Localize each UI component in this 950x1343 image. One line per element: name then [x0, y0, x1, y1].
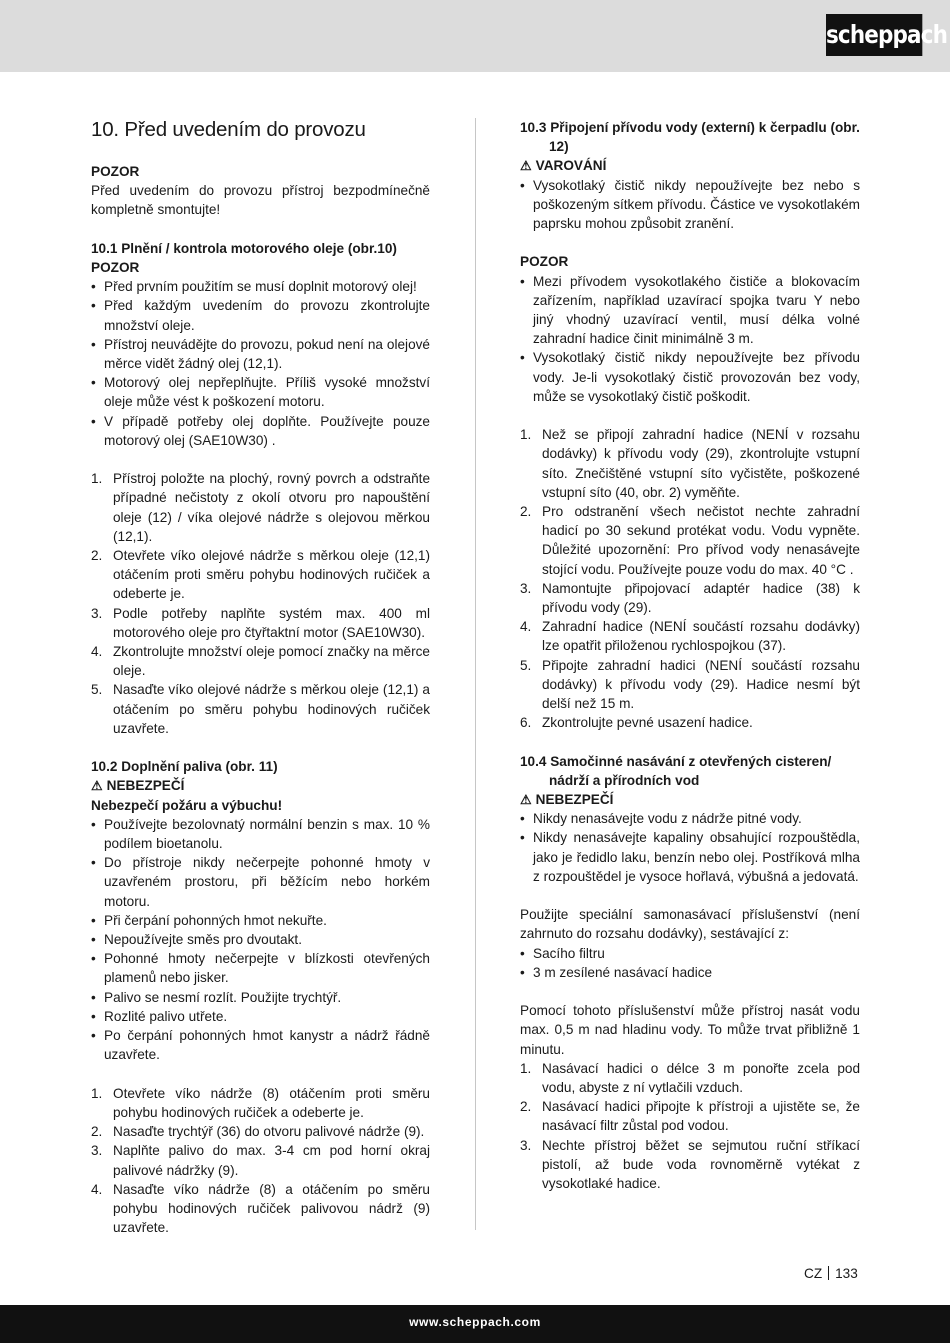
- list-item: • Nikdy nenasávejte vodu z nádrže pitné vody.: [520, 809, 860, 828]
- pozor-label: POZOR: [520, 254, 569, 270]
- list-item: 3. Namontujte připojovací adaptér hadice (38) k přívodu vody (29).: [520, 580, 860, 616]
- section-10-1-bullets: [91, 277, 430, 450]
- warning-triangle-icon: ⚠: [91, 778, 103, 794]
- list-item: 2. Nasávací hadici připojte k přístroji a ujistěte se, že nasávací filtr zůstal pod vodou.: [520, 1099, 860, 1134]
- list-item: 5. Nasaďte víko olejové nádrže s měrkou oleje (12,1) a otáčením po směru pohybu hodinových ručiček uzavřete.: [91, 682, 430, 736]
- list-item: 2. Otevřete víko olejové nádrže s měrkou oleje (12,1) otáčením proti směru pohybu hodinových ručiček a odeberte je.: [91, 548, 430, 602]
- section-10-1-steps: [91, 469, 430, 738]
- list-item: 6. Zkontrolujte pevné usazení hadice.: [520, 715, 753, 731]
- danger-label: ⚠ NEBEZPEČÍ: [520, 790, 860, 809]
- list-item: • Používejte bezolovnatý normální benzin s max. 10 % podílem bioetanolu.: [91, 815, 430, 853]
- section-10-3-pozor-bullets: [520, 272, 860, 406]
- list-item: • 3 m zesílené nasávací hadice: [520, 963, 860, 982]
- list-item: • Vysokotlaký čistič nikdy nepoužívejte bez přívodu vody. Je-li vysokotlaký čistič provozován bez vody, může se vysokotlaký čistič poškodit.: [520, 348, 860, 406]
- page-number: [804, 1265, 858, 1283]
- list-item: 4. Zahradní hadice (NENÍ součástí rozsahu dodávky) lze opatřit přiloženou rychlospojkou (37).: [520, 619, 860, 654]
- list-item: 4. Nasaďte víko nádrže (8) a otáčením po směru pohybu hodinových ručiček palivovou nádrž (9) uzavřete.: [91, 1181, 430, 1236]
- footer-url: www.scheppach.com: [409, 1315, 541, 1329]
- list-item: • Před každým uvedením do provozu zkontrolujte množství oleje.: [91, 296, 430, 334]
- section-10-4-bullets: [520, 809, 860, 886]
- column-divider: [475, 118, 476, 1230]
- list-item: 4. Zkontrolujte množství oleje pomocí značky na měrce oleje.: [91, 644, 430, 679]
- scheppach-logo: scheppach: [826, 14, 922, 56]
- section-10-3-title: 10.3 Připojení přívodu vody (externí) k čerpadlu (obr. 12): [520, 120, 860, 155]
- right-column: [520, 118, 860, 1193]
- list-item: • Vysokotlaký čistič nikdy nepoužívejte bez nebo s poškozeným sítkem přívodu. Částice ve vysokotlakém paprsku mohou způsobit zranění.: [520, 176, 860, 234]
- list-item: • Mezi přívodem vysokotlakého čističe a blokovacím zařízením, například uzavírací spojka tvaru Y nebo jiný vhodný uzavírací ventil, musí délka volné zahradní hadice činit minimálně 3 m.: [520, 272, 860, 349]
- accessory-list: [520, 944, 860, 982]
- intro-text: Před uvedením do provozu přístroj bezpodmínečně kompletně smontujte!: [91, 183, 430, 218]
- list-item: 5. Připojte zahradní hadici (NENÍ součástí rozsahu dodávky) k přívodu vody (29). Hadice nesmí být delší než 15 m.: [520, 657, 860, 712]
- section-10-1-pozor: POZOR: [91, 260, 140, 275]
- warning-triangle-icon: ⚠: [520, 792, 532, 808]
- accessory-note: Pomocí tohoto příslušenství může přístroj nasát vodu max. 0,5 m nad hladinu vody. To může trvat přibližně 1 minutu.: [520, 1003, 860, 1057]
- list-item: • Motorový olej nepřeplňujte. Příliš vysoké množství oleje může vést k poškození motoru.: [91, 373, 430, 411]
- list-item: • Před prvním použitím se musí doplnit motorový olej!: [91, 277, 430, 296]
- list-item: • Pohonné hmoty nečerpejte v blízkosti otevřených plamenů nebo jisker.: [91, 949, 430, 987]
- section-title: 10. Před uvedením do provozu: [91, 118, 366, 141]
- section-10-4-title: 10.4 Samočinné nasávání z otevřených cisteren/ nádrží a přírodních vod: [520, 753, 832, 788]
- list-item: 1. Otevřete víko nádrže (8) otáčením proti směru pohybu hodinových ručiček a odeberte je.: [91, 1085, 430, 1120]
- section-10-3-warning-bullets: [520, 176, 860, 234]
- list-item: 1. Než se připojí zahradní hadice (NENÍ v rozsahu dodávky) k přívodu vody (29), zkontrolujte vstupní síto. Znečištěné vstupní síto vyčistěte, poškozené vstupní síto (40, obr. 2) vyměňte.: [520, 427, 860, 500]
- list-item: • Přístroj neuvádějte do provozu, pokud není na olejové měrce vidět žádný olej (12,1).: [91, 335, 430, 373]
- danger-label: ⚠ NEBEZPEČÍ: [91, 776, 430, 795]
- section-10-2-bullets: [91, 815, 430, 1065]
- left-column: [91, 118, 430, 1237]
- footer-bar: [0, 1305, 950, 1343]
- list-item: • Do přístroje nikdy nečerpejte pohonné hmoty v uzavřeném prostoru, při běžícím nebo horkém motoru.: [91, 853, 430, 911]
- list-item: • Rozlité palivo utřete.: [91, 1007, 430, 1026]
- page-number-value: 133: [835, 1266, 858, 1281]
- section-10-4-steps: [520, 1059, 860, 1193]
- section-10-3-steps: [520, 425, 860, 732]
- list-item: 3. Podle potřeby naplňte systém max. 400 ml motorového oleje pro čtyřtaktní motor (SAE10W30).: [91, 605, 430, 640]
- page-separator: [828, 1266, 829, 1280]
- list-item: 1. Nasávací hadici o délce 3 m ponořte zcela pod vodu, abyste z ní vytlačili vzduch.: [520, 1060, 860, 1096]
- section-10-2-steps: [91, 1084, 430, 1238]
- list-item: • Nikdy nenasávejte kapaliny obsahující rozpouštědla, jako je ředidlo laku, benzín nebo olej. Postříková mlha z rozpouštědel je vysoce hořlavá, výbušná a jedovatá.: [520, 828, 860, 886]
- warning-label: ⚠ VAROVÁNÍ: [520, 156, 860, 175]
- section-10-2-title: 10.2 Doplnění paliva (obr. 11): [91, 759, 278, 775]
- list-item: 1. Přístroj položte na plochý, rovný povrch a odstraňte případné nečistoty z okolí otvoru pro napouštění oleje (12) / víka olejové nádrže s olejovou měrkou (12,1).: [91, 471, 430, 544]
- list-item: • Sacího filtru: [520, 944, 860, 963]
- list-item: • V případě potřeby olej doplňte. Používejte pouze motorový olej (SAE10W30) .: [91, 412, 430, 450]
- list-item: • Při čerpání pohonných hmot nekuřte.: [91, 911, 430, 930]
- list-item: 2. Pro odstranění všech nečistot nechte zahradní hadicí po 30 sekund protékat vodu. Vodu vypněte. Důležité upozornění: Pro přívod vody nenasávejte stojící vodu. Používejte pouze vodu do max. 40 °C .: [520, 504, 860, 577]
- section-10-1-title: 10.1 Plnění / kontrola motorového oleje (obr.10): [91, 240, 397, 256]
- accessory-intro: Použijte speciální samonasávací příslušenství (není zahrnuto do rozsahu dodávky), sestávající z:: [520, 907, 860, 942]
- list-item: • Nepoužívejte směs pro dvoutakt.: [91, 930, 430, 949]
- list-item: • Po čerpání pohonných hmot kanystr a nádrž řádně uzavřete.: [91, 1026, 430, 1064]
- list-item: 2. Nasaďte trychtýř (36) do otvoru palivové nádrže (9).: [91, 1124, 425, 1140]
- list-item: 3. Naplňte palivo do max. 3-4 cm pod horní okraj palivové nádržky (9).: [91, 1143, 430, 1178]
- list-item: • Palivo se nesmí rozlít. Použijte trychtýř.: [91, 988, 430, 1007]
- danger-subtitle: Nebezpečí požáru a výbuchu!: [91, 797, 283, 813]
- header-band: [0, 0, 950, 72]
- pozor-label: POZOR: [91, 164, 140, 179]
- language-code: CZ: [804, 1266, 823, 1281]
- list-item: 3. Nechte přístroj běžet se sejmutou ruční stříkací pistolí, až bude voda rovnoměrně vytékat z vysokotlaké hadice.: [520, 1137, 860, 1192]
- warning-triangle-icon: ⚠: [520, 158, 532, 174]
